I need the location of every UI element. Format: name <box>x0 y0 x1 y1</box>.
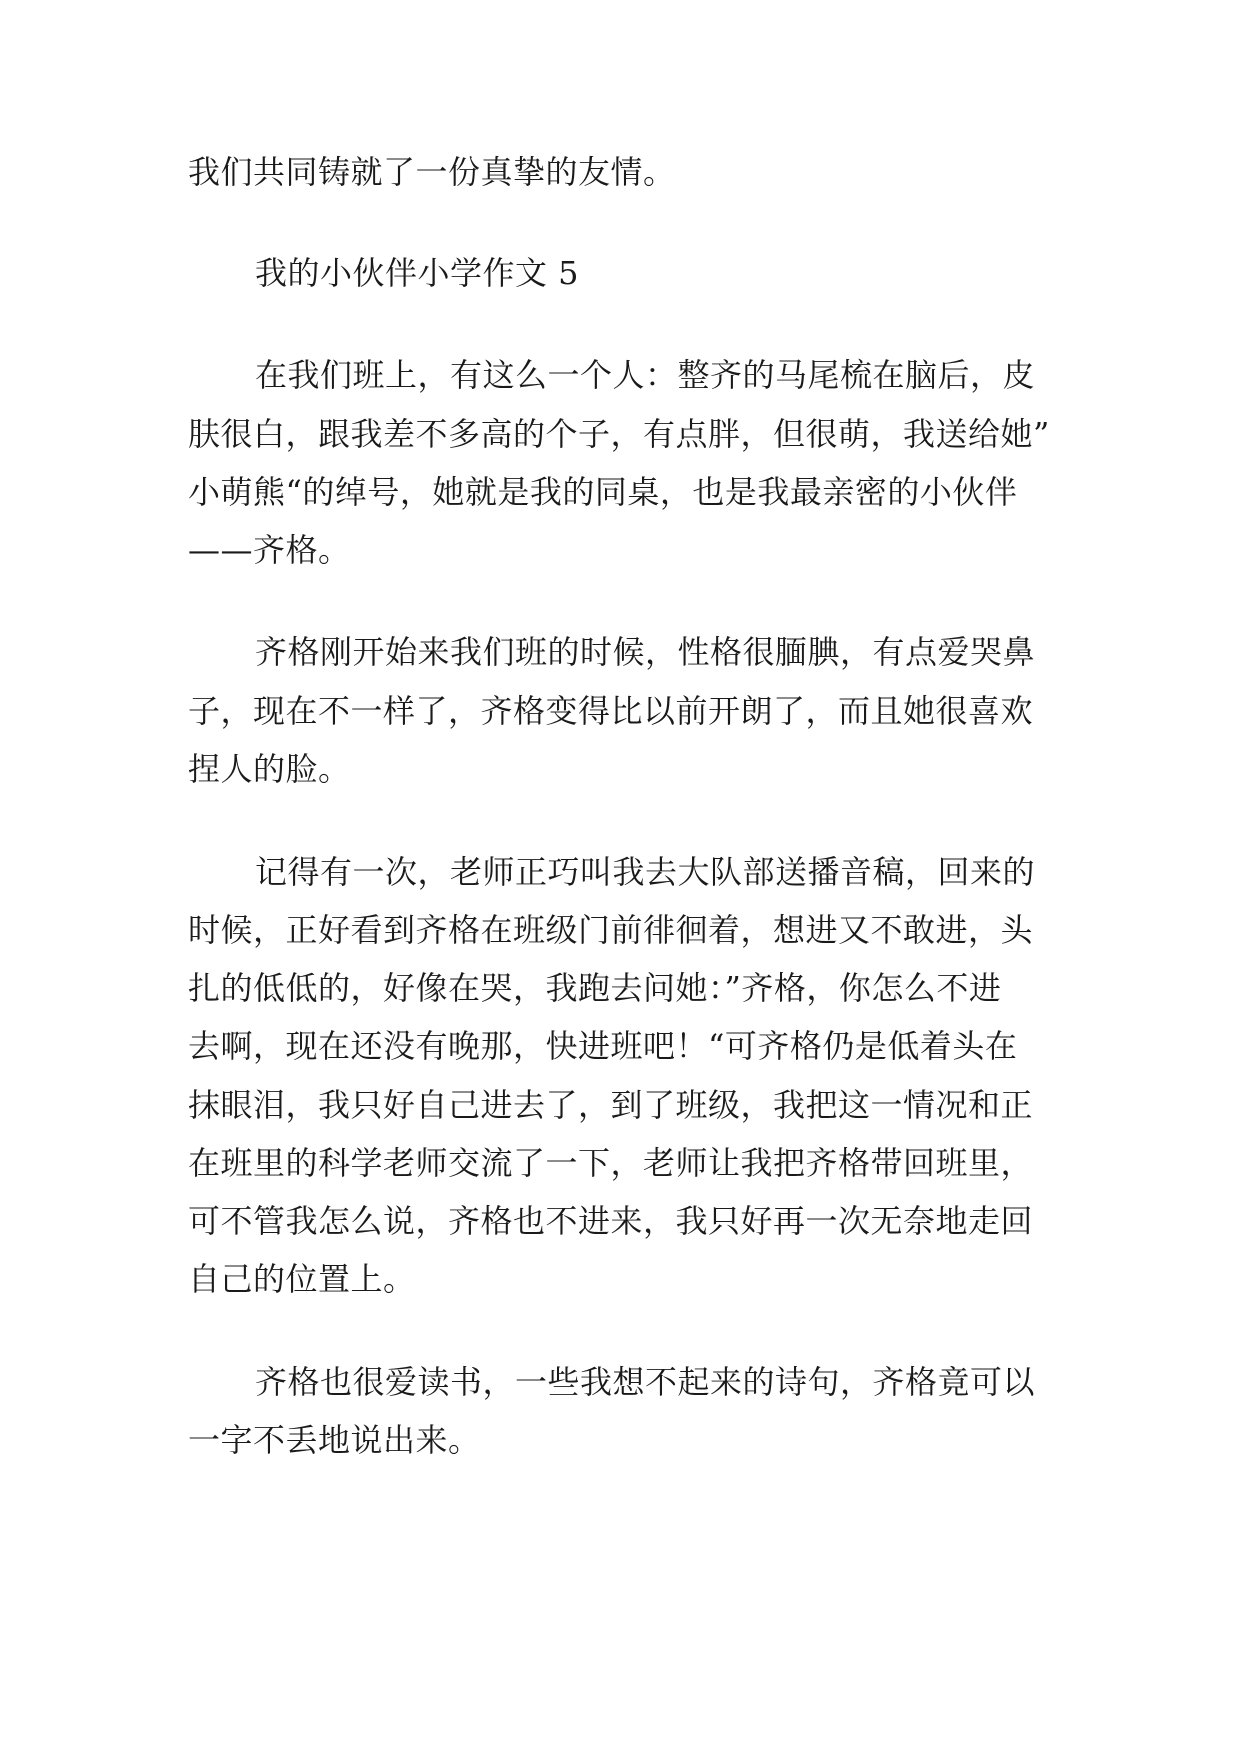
text-line: 扎的低低的，好像在哭，我跑去问她：”齐格，你怎么不进 <box>188 969 1002 1007</box>
text-line: 可不管我怎么说，齐格也不进来，我只好再一次无奈地走回 <box>188 1202 1034 1240</box>
text-line: 齐格也很爱读书，一些我想不起来的诗句，齐格竟可以 <box>255 1363 1036 1401</box>
text-line: 一字不丢地说出来。 <box>188 1421 481 1459</box>
text-line: 肤很白，跟我差不多高的个子，有点胖，但很萌，我送给她” <box>188 415 1050 453</box>
text-line: 抹眼泪，我只好自己进去了，到了班级，我把这一情况和正 <box>188 1086 1034 1124</box>
text-line: 自己的位置上。 <box>188 1260 416 1298</box>
text-line: 时候，正好看到齐格在班级门前徘徊着，想进又不敢进，头 <box>188 911 1034 949</box>
text-line: 子，现在不一样了，齐格变得比以前开朗了，而且她很喜欢 <box>188 692 1034 730</box>
essay-heading: 我的小伙伴小学作文 5 <box>255 254 580 292</box>
text-line: 记得有一次，老师正巧叫我去大队部送播音稿，回来的 <box>255 853 1036 891</box>
text-line: 去啊，现在还没有晚那，快进班吧！“可齐格仍是低着头在 <box>188 1027 1018 1065</box>
text-line: 在班里的科学老师交流了一下，老师让我把齐格带回班里， <box>188 1144 1034 1182</box>
text-line: 在我们班上，有这么一个人：整齐的马尾梳在脑后，皮 <box>255 356 1036 394</box>
text-line: 齐格刚开始来我们班的时候，性格很腼腆，有点爱哭鼻 <box>255 633 1036 671</box>
text-line: ——齐格。 <box>188 531 351 569</box>
text-line: 我们共同铸就了一份真挚的友情。 <box>188 153 676 191</box>
text-line: 捏人的脸。 <box>188 750 351 788</box>
text-line: 小萌熊“的绰号，她就是我的同桌，也是我最亲密的小伙伴 <box>188 473 1018 511</box>
